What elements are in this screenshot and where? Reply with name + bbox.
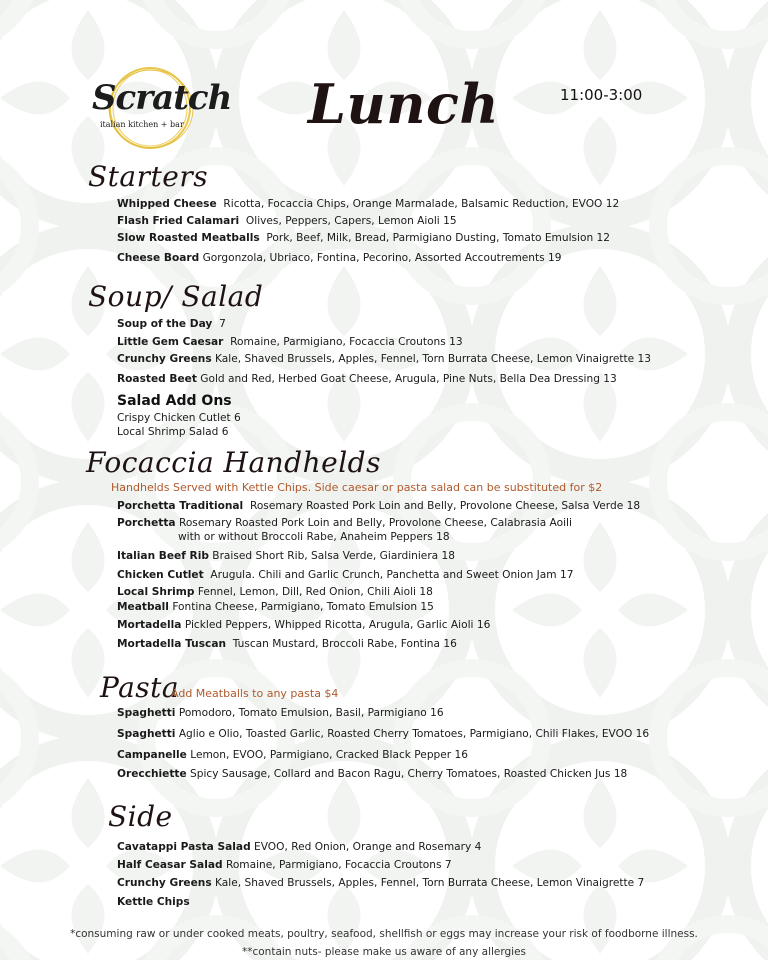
menu-item: [117, 601, 434, 614]
item-name: Spaghetti: [117, 707, 176, 719]
item-name: Little Gem Caesar: [117, 336, 224, 348]
item-desc: Pomodoro, Tomato Emulsion, Basil, Parmigiano 16: [178, 707, 444, 719]
item-desc: Kale, Shaved Brussels, Apples, Fennel, Torn Burrata Cheese, Lemon Vinaigrette 13: [215, 353, 652, 365]
item-name: Local Shrimp: [117, 586, 195, 598]
item-name: Italian Beef Rib: [117, 550, 209, 562]
section-title-starters: Starters: [88, 160, 209, 193]
menu-item: [117, 500, 640, 513]
add-on-item: Crispy Chicken Cutlet 6: [117, 412, 241, 424]
item-name: Mortadella: [117, 619, 182, 631]
item-name: Cavatappi Pasta Salad: [117, 841, 251, 853]
page-title: Lunch: [308, 72, 500, 136]
item-desc: Rosemary Roasted Pork Loin and Belly, Provolone Cheese, Salsa Verde 18: [249, 500, 641, 512]
logo-tagline: italian kitchen + bar: [100, 120, 184, 129]
item-desc: Arugula. Chili and Garlic Crunch, Panchetta and Sweet Onion Jam 17: [210, 569, 574, 581]
item-name: Whipped Cheese: [117, 198, 217, 210]
item-name: Spaghetti: [117, 728, 176, 740]
menu-item: [117, 232, 610, 245]
item-desc: Pickled Peppers, Whipped Ricotta, Arugula, Garlic Aioli 16: [184, 619, 491, 631]
add-on-item: Local Shrimp Salad 6: [117, 426, 229, 438]
item-name: Half Ceasar Salad: [117, 859, 223, 871]
item-name: Crunchy Greens: [117, 877, 212, 889]
item-name: Orecchiette: [117, 768, 187, 780]
item-desc: Braised Short Rib, Salsa Verde, Giardiniera 18: [212, 550, 456, 562]
item-name: Roasted Beet: [117, 373, 197, 385]
logo-name: Scratch: [92, 78, 232, 118]
item-desc: EVOO, Red Onion, Orange and Rosemary 4: [254, 841, 482, 853]
menu-item: [117, 619, 490, 632]
menu-item: [117, 252, 562, 265]
menu-item: [117, 353, 651, 366]
menu-item: [117, 749, 468, 762]
item-name: Cheese Board: [117, 252, 200, 264]
item-name: Meatball: [117, 601, 169, 613]
item-desc: Gold and Red, Herbed Goat Cheese, Arugula, Pine Nuts, Bella Dea Dressing 13: [200, 373, 617, 385]
section-title-soup-salad: Soup/ Salad: [88, 280, 264, 313]
menu-item: [117, 373, 617, 386]
menu-item: [117, 198, 619, 211]
menu-item: [117, 569, 573, 582]
item-desc: Olives, Peppers, Capers, Lemon Aioli 15: [245, 215, 457, 227]
item-name: Chicken Cutlet: [117, 569, 204, 581]
item-desc: Pork, Beef, Milk, Bread, Parmigiano Dusting, Tomato Emulsion 12: [266, 232, 611, 244]
item-name: Flash Fried Calamari: [117, 215, 240, 227]
item-desc: Fennel, Lemon, Dill, Red Onion, Chili Aioli 18: [197, 586, 433, 598]
menu-item: [117, 768, 627, 781]
section-title-handhelds: Focaccia Handhelds: [86, 446, 381, 479]
item-desc: Romaine, Parmigiano, Focaccia Croutons 13: [230, 336, 463, 348]
item-name: Kettle Chips: [117, 896, 190, 908]
menu-item: [117, 215, 457, 228]
menu-item: [117, 336, 463, 349]
menu-item: [117, 877, 644, 890]
item-name: Soup of the Day: [117, 318, 213, 330]
item-desc: Ricotta, Focaccia Chips, Orange Marmalade, Balsamic Reduction, EVOO 12: [223, 198, 620, 210]
item-name: Porchetta Traditional: [117, 500, 244, 512]
item-name: Campanelle: [117, 749, 187, 761]
item-desc: Tuscan Mustard, Broccoli Rabe, Fontina 16: [232, 638, 457, 650]
item-name: Slow Roasted Meatballs: [117, 232, 260, 244]
menu-item: [117, 318, 226, 331]
disclaimer: *consuming raw or under cooked meats, poultry, seafood, shellfish or eggs may increase your risk of foodborne illness.: [70, 928, 698, 940]
item-desc: Kale, Shaved Brussels, Apples, Fennel, Torn Burrata Cheese, Lemon Vinaigrette 7: [215, 877, 645, 889]
menu-item: [117, 841, 481, 854]
item-desc: Fontina Cheese, Parmigiano, Tomato Emulsion 15: [172, 601, 434, 613]
menu-item: [117, 517, 572, 530]
section-note-pasta: Add Meatballs to any pasta $4: [171, 687, 339, 700]
hours: 11:00-3:00: [560, 86, 643, 104]
item-name: Mortadella Tuscan: [117, 638, 227, 650]
menu-item: [117, 896, 190, 909]
item-name: Porchetta: [117, 517, 176, 529]
add-ons-title: Salad Add Ons: [117, 393, 232, 409]
menu-item: [117, 859, 452, 872]
item-desc: 7: [219, 318, 226, 330]
item-name: Crunchy Greens: [117, 353, 212, 365]
menu-item: [117, 707, 444, 720]
menu-item: [117, 728, 649, 741]
item-desc: Romaine, Parmigiano, Focaccia Croutons 7: [225, 859, 452, 871]
section-note-handhelds: Handhelds Served with Kettle Chips. Side caesar or pasta salad can be substituted for $2: [111, 481, 603, 494]
menu-item: [117, 638, 457, 651]
menu-item: [117, 550, 455, 563]
section-title-pasta: Pasta: [100, 671, 180, 704]
item-desc: Gorgonzola, Ubriaco, Fontina, Pecorino, Assorted Accoutrements 19: [202, 252, 562, 264]
menu-item: [117, 586, 433, 599]
menu-item-continued: with or without Broccoli Rabe, Anaheim Peppers 18: [178, 531, 450, 543]
item-desc: Aglio e Olio, Toasted Garlic, Roasted Cherry Tomatoes, Parmigiano, Chili Flakes, EVOO 16: [178, 728, 650, 740]
item-desc: Spicy Sausage, Collard and Bacon Ragu, Cherry Tomatoes, Roasted Chicken Jus 18: [190, 768, 628, 780]
allergy-note: **contain nuts- please make us aware of any allergies: [241, 946, 527, 958]
item-desc: Lemon, EVOO, Parmigiano, Cracked Black Pepper 16: [190, 749, 468, 761]
item-desc: Rosemary Roasted Pork Loin and Belly, Provolone Cheese, Calabrasia Aoili: [178, 517, 572, 529]
logo: [88, 64, 232, 154]
section-title-side: Side: [108, 800, 173, 833]
